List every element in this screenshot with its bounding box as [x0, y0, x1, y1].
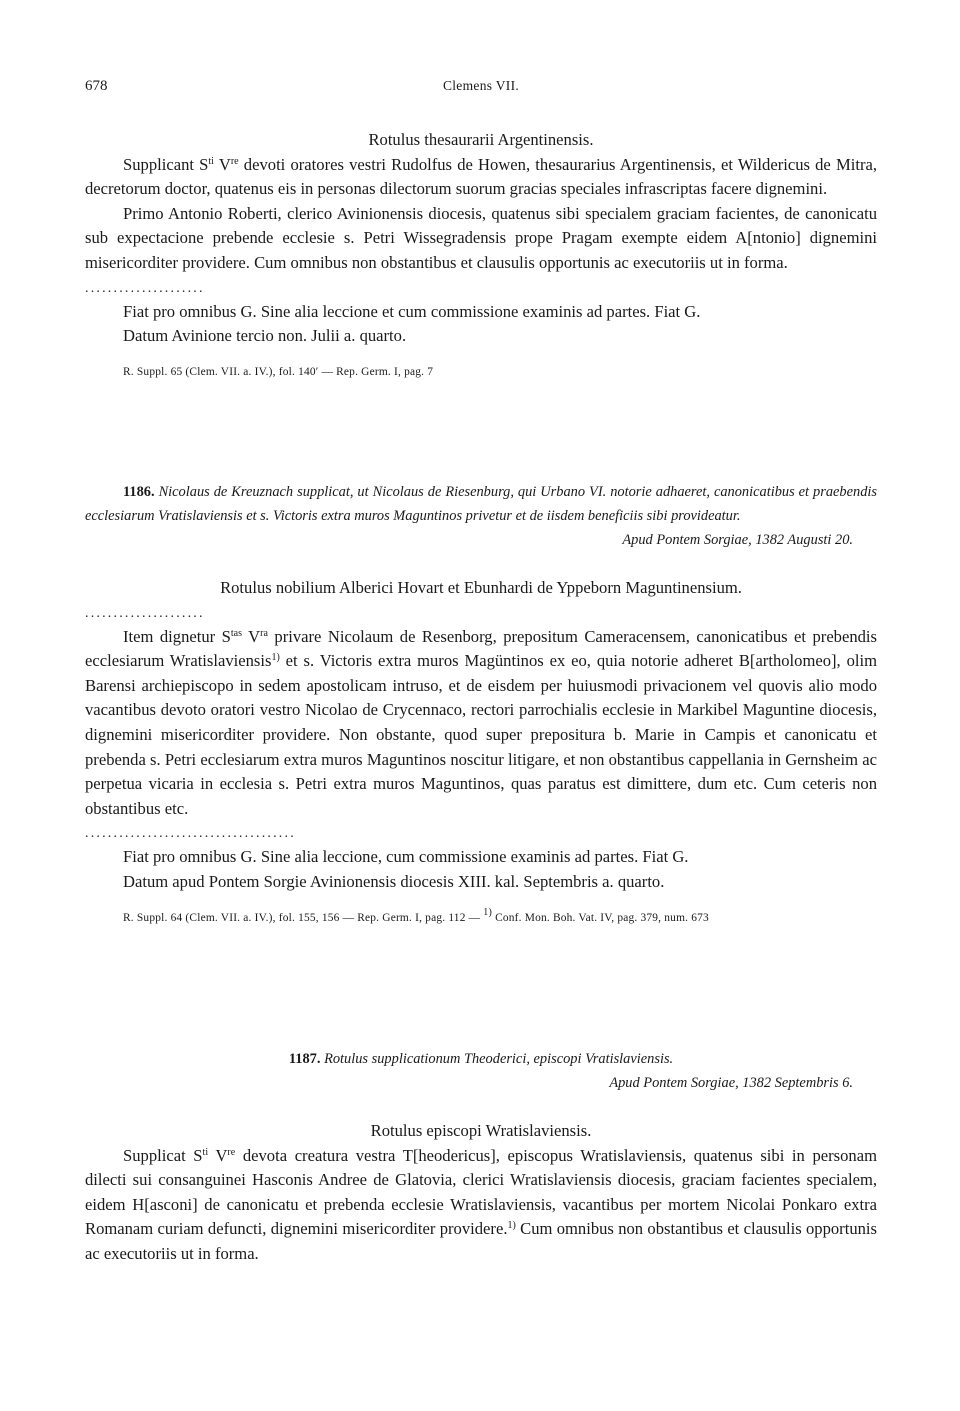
entry-1187 [85, 1047, 877, 1267]
rotulus-title: Rotulus episcopi Wratislaviensis. [370, 1121, 592, 1140]
entry-1186 [85, 480, 877, 930]
entry-1185 [85, 128, 877, 384]
fiat-line: Fiat pro omnibus G. Sine alia leccione et cum commissione examinis ad partes. Fiat G. [123, 301, 701, 321]
footnote-ref: 1) [507, 1220, 516, 1232]
supplication-paragraph: Item dignetur $S^{tas}$ $V^{ra}$ privare Nicolaum de Resenborg, prepositum Cameracensem, canonicatibus et prebendis ecclesiarum Wratislaviensis$^{1)}$ et s. Victoris extra muros Magüntinos ex eo, quia notorie adheret B[artholomeo], olim Barensi archiepiscopo in sedem apostolicam intruso, et de eisdem per huiusmodi privacionem vel quovis alio modo vacantibus devoto oratori vestro Nicolao de Crycennaco, rectori parrochialis ecclesie in Markibel Maguntine diocesis, dignemini misericorditer providere. Non obstante, quod super prepositura b. Marie in Campis et canonicatu et prebenda s. Petri ecclesiarum extra muros Maguntinos noscitur litigare, et non obstantibus cappellania in Gernsheim ac perpetua vicaria in ecclesia s. Petri extra muros Maguntinos, quas paratus est dimittere, dum etc. Cum ceteris non obstantibus etc. [85, 626, 878, 818]
document-page [85, 0, 877, 1411]
entry-number: 1187. [288, 1051, 321, 1067]
source-note: R. Suppl. 64 (Clem. VII. a. IV.), fol. 155, 156 — Rep. Germ. I, pag. 112 — $^{1)}$ Conf. Mon. Boh. Vat. IV, pag. 379, num. 673 [123, 906, 709, 924]
datum-line: Datum apud Pontem Sorgie Avinionensis diocesis XIII. kal. Septembris a. quarto. [123, 871, 665, 891]
running-title: Clemens VII. [442, 78, 520, 93]
entry-date: Apud Pontem Sorgiae, 1382 Septembris 6. [609, 1075, 853, 1091]
footnote-marker: 1) [483, 906, 493, 918]
rotulus-title: Rotulus thesaurarii Argentinensis. [368, 130, 594, 149]
entry-number: 1186. [123, 484, 155, 500]
page-number: 678 [85, 78, 108, 94]
page-header [85, 74, 877, 96]
supplication-paragraph: Supplicat $S^{ti}$ Vre devota creatura vestra T[heodericus], episcopus Wratislaviensis, quatenus sibi in personam dilecti sui consanguinei Hasconis Andree de Glatovia, clerici Wratislaviensis diocesis, graciam facientes specialem, eidem H[asconi] de canonicatu et prebenda ecclesie Wratislaviensis, vacantibus per mortem Nicolai Ponkaro extra Romanam curiam defuncti, dignemini misericorditer providere.$^{1)}$ Cum omnibus non obstantibus et clausulis opportunis ac executoriis ut in forma. [85, 1145, 877, 1263]
rotulus-title: Rotulus nobilium Alberici Hovart et Ebunhardi de Yppeborn Maguntinensium. [220, 578, 742, 597]
footnote-ref: 1) [271, 652, 280, 664]
omission-dots: ..................... [85, 605, 205, 621]
fiat-line: Fiat pro omnibus G. Sine alia leccione, cum commissione examinis ad partes. Fiat G. [123, 847, 689, 867]
source-note: R. Suppl. 65 (Clem. VII. a. IV.), fol. 140′ — Rep. Germ. I, pag. 7 [123, 365, 434, 378]
datum-line: Datum Avinione tercio non. Julii a. quarto. [123, 326, 407, 346]
petition-paragraph: Primo Antonio Roberti, clerico Avinionensis diocesis, quatenus sibi specialem graciam facientes, de canonicatu sub expectacione prebende ecclesie s. Petri Wissegradensis prope Pragam exempte eidem A[ntonio] dignemini misericorditer providere. Cum omnibus non obstantibus et clausulis opportunis ac executoriis ut in forma. [85, 203, 877, 272]
regest-text: 1186. Nicolaus de Kreuznach supplicat, ut Nicolaus de Riesenburg, qui Urbano VI. notorie adhaeret, canonicatibus et praebendis ecclesiarum Vratislaviensis et s. Victoris extra muros Maguntinos privetur et de iisdem beneficiis sibi provideatur. [85, 484, 877, 524]
supplication-paragraph: Supplicant $S^{ti}$ Vre devoti oratores vestri Rudolfus de Howen, thesaurarius Argentinensis, et Wildericus de Mitra, decretorum doctor, quatenus eis in personas dilectorum suorum gracias speciales infrascriptas facere dignemini. [85, 154, 877, 199]
omission-dots: ..................... [85, 280, 205, 296]
regest-text: 1187. Rotulus supplicationum Theoderici, episcopi Vratislaviensis. [288, 1051, 674, 1067]
omission-dots: ..................................... [85, 826, 296, 842]
entry-date: Apud Pontem Sorgiae, 1382 Augusti 20. [622, 532, 853, 548]
